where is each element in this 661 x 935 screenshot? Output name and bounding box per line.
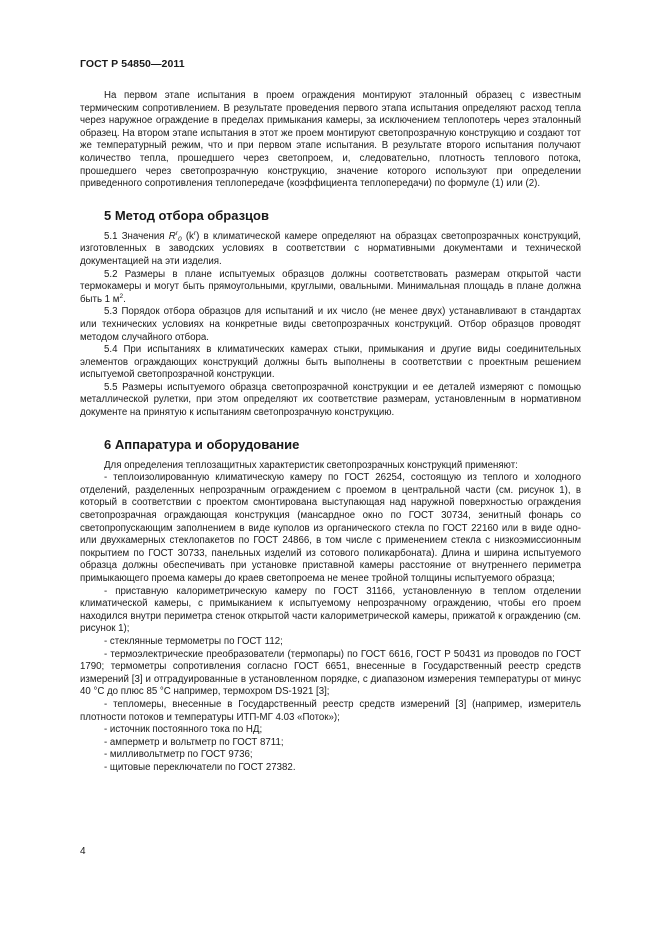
paragraph-5-4: 5.4 При испытаниях в климатических камерах стыки, примыкания и другие виды соединительных элементов ограждающих конструкций должны быть выполнены в соответствии с проектным решением испытуемой светопрозрачной конструкции. (80, 344, 581, 381)
equipment-list-item: - термоэлектрические преобразователи (термопары) по ГОСТ 6616, ГОСТ Р 50431 из проводов по ГОСТ 1790; термометры сопротивления согласно ГОСТ 6651, внесенные в Государственный реестр средств измерений [3] и отградуированные в установленном порядке, с диапазоном измерения температуры от минус 40 °С до плюс 85 °С например, термохром DS-1921 [3]; (80, 648, 581, 698)
paragraph-5-1: 5.1 Значения $R^r_0$ $(k^r)$ в климатической камере определяют на образцах светопрозрачных конструкций, изготовленных в заводских условиях в соответствии с нормативными документами и технической документацией на эти изделия. (80, 229, 581, 267)
intro-paragraph: На первом этапе испытания в проем ограждения монтируют эталонный образец с известным термическим сопротивлением. В результате проведения первого этапа испытания определяют расход тепла через наружное ограждение в пределах примыкания камеры, за исключением теплопотерь через эталонный образец. На втором этапе испытания в этот же проем монтируют светопрозрачную конструкцию и создают тот же температурный режим, что и при первом этапе испытания. В результате второго испытания получают количество тепла, прошедшего через светопроем, и, следовательно, плотность теплового потока, прошедшего через светопрозрачную конструкцию, значение которого используют при определении приведенного сопротивления теплопередаче (коэффициента теплопередачи) по формуле (1) или (2). (80, 90, 581, 190)
paragraph-5-5: 5.5 Размеры испытуемого образца светопрозрачной конструкции и ее деталей измеряют с помощью металлической рулетки, при этом определяют их соответствие размерам, установленным в нормативном документе на принятую к испытаниям светопрозрачную конструкцию. (80, 381, 581, 419)
equipment-list-item: - амперметр и вольтметр по ГОСТ 8711; (104, 736, 284, 748)
paragraph-5-2: 5.2 Размеры в плане испытуемых образцов должны соответствовать размерам открытой части термокамеры и могут быть прямоугольными, круглыми, овальными. Минимальная площадь в плане должна быть 1 $м^2$. (80, 268, 581, 305)
section-6-intro: Для определения теплозащитных характеристик светопрозрачных конструкций применяют: (104, 459, 518, 471)
equipment-list-item: - приставную калориметрическую камеру по ГОСТ 31166, установленную в теплом отделении климатической камеры, с примыканием к испытуемому непрозрачному ограждению, чтобы его проем находился внутри периметра стенок открытой части калориметрической камеры, прижатой к ограждению (см. рисунок 1); (80, 585, 581, 635)
equipment-list-item: - тепломеры, внесенные в Государственный реестр средств измерений [3] (например, измеритель плотности потоков и температуры ИТП-МГ 4.03 «Поток»); (80, 698, 581, 723)
equipment-list-item: - теплоизолированную климатическую камеру по ГОСТ 26254, состоящую из теплого и холодного отделений, разделенных непрозрачным ограждением с проемом в центральной части (см. рисунок 1), в который в соответствии с проектом смонтирована выступающая над наружной поверхностью ограждения светопрозрачная ограждающая конструкция (мансардное окно по ГОСТ 30734, зенитный фонарь со светопропускающим заполнением в виде куполов из органического стекла по ГОСТ 22160 или в виде одно- или двухкамерных стеклопакетов по ГОСТ 24866, в том числе с применением стекла с низкоэмиссионным покрытием по ГОСТ 30733, панельных изделий из сотового поликарбоната). Длина и ширина испытуемого образца должны обеспечивать при установке приставной камеры расстояние от внутреннего периметра примыкающего проема камеры до краев светопроема не менее тройной толщины испытуемого образца; (80, 472, 581, 584)
equipment-list-item: - милливольтметр по ГОСТ 9736; (104, 749, 253, 761)
equipment-list-item: - стеклянные термометры по ГОСТ 112; (104, 635, 283, 647)
equipment-list-item: - щитовые переключатели по ГОСТ 27382. (104, 761, 296, 773)
page-number: 4 (80, 846, 86, 857)
section-5-title: 5 Метод отбора образцов (104, 207, 269, 223)
document-code-header: ГОСТ Р 54850—2011 (80, 58, 185, 70)
page-content (80, 90, 581, 775)
paragraph-5-3: 5.3 Порядок отбора образцов для испытаний и их число (не менее двух) устанавливают в стандартах или технических условиях на конкретные виды светопрозрачных конструкций. Отбор образцов проводят методом случайного отбора. (80, 306, 581, 343)
equipment-list-item: - источник постоянного тока по НД; (104, 724, 263, 736)
section-6-title: 6 Аппаратура и оборудование (104, 436, 300, 452)
